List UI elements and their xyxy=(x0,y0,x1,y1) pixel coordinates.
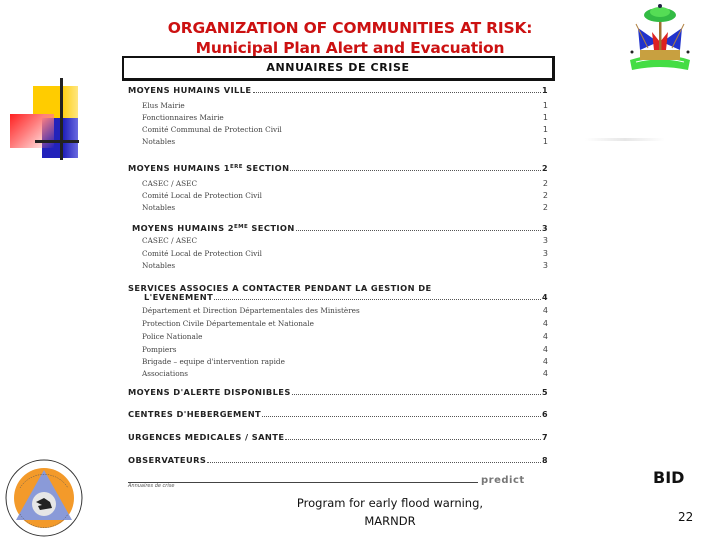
toc-item xyxy=(128,249,548,258)
toc-item xyxy=(128,261,548,270)
toc-item xyxy=(128,332,548,341)
toc-item xyxy=(128,113,548,122)
emblem-shadow xyxy=(585,138,665,141)
toc-item-label: Associations xyxy=(142,369,189,378)
toc-page: 4 xyxy=(542,369,548,378)
toc-item xyxy=(128,319,548,328)
toc-section-title: MOYENS HUMAINS VILLE xyxy=(128,85,252,95)
toc-page: 4 xyxy=(542,319,548,328)
title-prefix: MOYENS HUMAINS 1 xyxy=(128,163,230,173)
toc-item-label: CASEC / ASEC xyxy=(142,236,198,245)
toc-item-label: CASEC / ASEC xyxy=(142,179,198,188)
toc-section xyxy=(128,455,548,465)
toc-item-label: Protection Civile Départementale et Nationale xyxy=(142,319,314,328)
slide-title-line1: ORGANIZATION OF COMMUNITIES AT RISK: xyxy=(167,19,533,37)
toc-section xyxy=(128,387,548,397)
toc-section-title: URGENCES MEDICALES / SANTE xyxy=(128,432,285,442)
toc-section-title xyxy=(132,223,295,233)
toc-item xyxy=(128,191,548,200)
toc-section-continuation xyxy=(144,292,548,302)
toc-item-label: Département et Direction Départementales des Ministères xyxy=(142,306,360,315)
title-suffix: SECTION xyxy=(242,163,290,173)
toc-section-title: SERVICES ASSOCIES A CONTACTER PENDANT LA GESTION DE xyxy=(128,283,432,293)
toc-page: 3 xyxy=(542,249,548,258)
document-footer-rule xyxy=(128,482,478,483)
horizontal-line xyxy=(35,140,79,143)
dot-leader xyxy=(285,438,541,440)
dot-leader xyxy=(296,229,541,231)
toc-item xyxy=(128,179,548,188)
toc-page: 2 xyxy=(542,203,548,212)
dot-leader xyxy=(214,298,541,300)
toc-section-title: CENTRES D'HEBERGEMENT xyxy=(128,409,262,419)
toc-item-label: Elus Mairie xyxy=(142,101,185,110)
footer-program-text xyxy=(270,494,510,530)
toc-page: 4 xyxy=(542,345,548,354)
toc-page: 1 xyxy=(542,125,548,134)
toc-page: 7 xyxy=(542,433,548,442)
toc-section xyxy=(132,223,548,233)
document-header: ANNUAIRES DE CRISE xyxy=(122,56,555,81)
toc-page: 4 xyxy=(542,306,548,315)
toc-item xyxy=(128,203,548,212)
toc-item-label: Comité Local de Protection Civil xyxy=(142,249,262,258)
predict-logo: predict xyxy=(481,475,525,486)
toc-section-title-line2: L'EVENEMENT xyxy=(144,292,214,302)
toc-item xyxy=(128,101,548,110)
toc-page: 3 xyxy=(542,261,548,270)
title-ordinal: EME xyxy=(233,224,249,230)
document-footer-text: Annuaires de crise xyxy=(128,483,175,489)
vertical-line xyxy=(60,78,63,160)
toc-section xyxy=(128,163,548,173)
toc-page: 4 xyxy=(542,332,548,341)
title-suffix: SECTION xyxy=(248,223,295,233)
toc-item-label: Fonctionnaires Mairie xyxy=(142,113,224,122)
civil-protection-logo-icon xyxy=(4,458,84,538)
footer-line2: MARNDR xyxy=(364,514,416,528)
toc-page: 1 xyxy=(542,86,548,95)
toc-item-label: Comité Communal de Protection Civil xyxy=(142,125,282,134)
toc-page: 4 xyxy=(542,357,548,366)
toc-page: 4 xyxy=(542,293,548,302)
title-prefix: MOYENS HUMAINS 2 xyxy=(132,223,234,233)
toc-page: 1 xyxy=(542,101,548,110)
toc-item-label: Police Nationale xyxy=(142,332,203,341)
dot-leader xyxy=(290,169,541,171)
slide-title xyxy=(120,18,580,58)
toc-section-title: MOYENS D'ALERTE DISPONIBLES xyxy=(128,387,291,397)
toc-item xyxy=(128,345,548,354)
bid-label: BID xyxy=(653,468,685,487)
toc-item-label: Comité Local de Protection Civil xyxy=(142,191,262,200)
toc-section-title xyxy=(128,163,289,173)
toc-item-label: Notables xyxy=(142,203,176,212)
toc-section-title: OBSERVATEURS xyxy=(128,455,207,465)
decorative-squares xyxy=(0,70,120,170)
toc-page: 2 xyxy=(542,191,548,200)
toc-item xyxy=(128,137,548,146)
slide-number: 22 xyxy=(678,510,694,524)
toc-page: 6 xyxy=(542,410,548,419)
footer-line1: Program for early flood warning, xyxy=(296,496,484,510)
toc-item xyxy=(128,357,548,366)
dot-leader xyxy=(207,461,541,463)
toc-section xyxy=(128,85,548,95)
title-ordinal: ERE xyxy=(229,164,243,170)
haiti-coat-of-arms-icon xyxy=(628,2,692,74)
toc-page: 3 xyxy=(542,236,548,245)
toc-item-label: Notables xyxy=(142,261,176,270)
toc-item xyxy=(128,369,548,378)
toc-page: 1 xyxy=(542,137,548,146)
slide-title-line2: Municipal Plan Alert and Evacuation xyxy=(195,39,505,57)
toc-item-label: Notables xyxy=(142,137,176,146)
toc-page: 8 xyxy=(542,456,548,465)
toc-item xyxy=(128,306,548,315)
toc-item xyxy=(128,236,548,245)
toc-section xyxy=(128,432,548,442)
dot-leader xyxy=(262,415,541,417)
toc-page: 1 xyxy=(542,113,548,122)
toc-page: 3 xyxy=(542,224,548,233)
toc-item xyxy=(128,125,548,134)
dot-leader xyxy=(253,91,542,93)
toc-section xyxy=(128,409,548,419)
dot-leader xyxy=(292,393,541,395)
toc-item-label: Pompiers xyxy=(142,345,177,354)
toc-page: 2 xyxy=(542,179,548,188)
toc-page: 2 xyxy=(542,164,548,173)
toc-page: 5 xyxy=(542,388,548,397)
toc-item-label: Brigade – equipe d'intervention rapide xyxy=(142,357,285,366)
